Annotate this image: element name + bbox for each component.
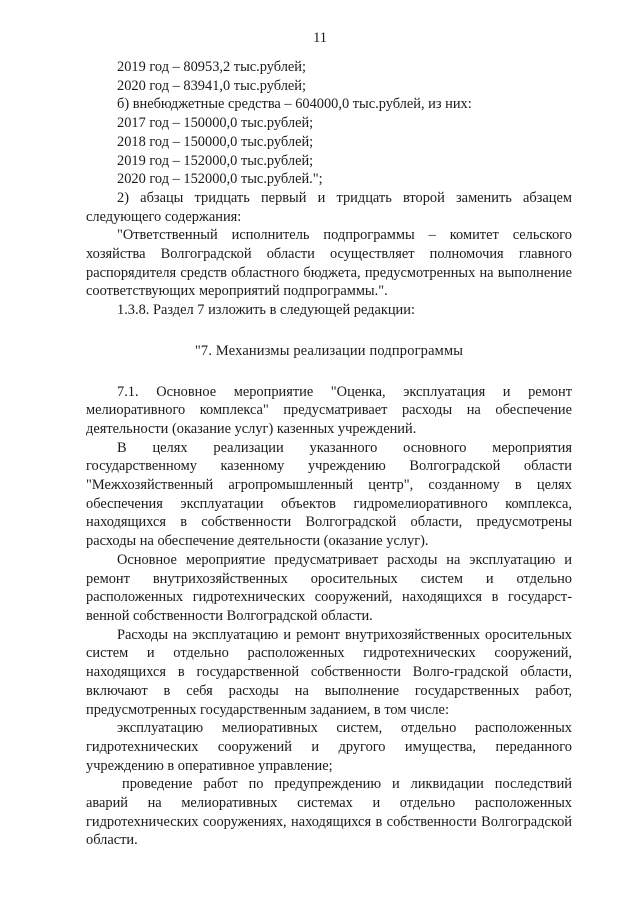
quoted-paragraph: "Ответственный исполнитель подпрограммы – комитет сельского хозяйства Волгоградской области осуществляет полномочия главного распорядителя средств областного бюджета, предусмотренных на выполнение соответствующих мероприятий подпрограммы.".	[86, 227, 572, 300]
paragraph-7-1: 7.1. Основное мероприятие "Оценка, эксплуатация и ремонт мелиоративного комплекса" предусматривает расходы на обеспечение деятельности (оказание услуг) казенных учреждений.	[86, 383, 572, 437]
list-item-exploitation: эксплуатацию мелиоративных систем, отдельно расположенных гидротехнических сооружений и другого имущества, переданного учреждению в оперативное управление;	[86, 720, 572, 774]
funding-line-2019: 2019 год – 80953,2 тыс.рублей;	[117, 59, 306, 75]
extrabudget-line: б) внебюджетные средства – 604000,0 тыс.рублей, из них:	[117, 96, 472, 113]
extrabudget-line-2020: 2020 год – 152000,0 тыс.рублей.";	[117, 171, 323, 188]
paragraph-goal: В целях реализации указанного основного мероприятия государственному казенному учреждению Волгоградской области "Межхозяйственный агропромышленный центр", созданному в целях обеспечения эксплуатации объектов гидромелиоративного комплекса, находящихся в собственности Волгоградской области, предусмотрены расходы на обеспечение деятельности (оказание услуг).	[86, 439, 572, 550]
list-item-emergency-works: проведение работ по предупреждению и ликвидации последствий аварий на мелиоративных системах и отдельно расположенных гидротехнических сооружениях, находящихся в собственности Волгоградской области.	[86, 776, 572, 849]
section-intro: 1.3.8. Раздел 7 изложить в следующей редакции:	[117, 302, 415, 319]
page-number: 11	[313, 30, 327, 46]
paragraph-main-activity: Основное мероприятие предусматривает расходы на эксплуатацию и ремонт внутрихозяйственных оросительных систем и отдельно расположенных гидротехнических сооружений, находящихся в государст-венной собственности Волгоградской области.	[86, 551, 572, 624]
paragraph-costs: Расходы на эксплуатацию и ремонт внутрихозяйственных оросительных систем и отдельно расположенных гидротехнических сооружений, находящихся в государственной собственности Волго-градской области, включают в себя расходы на выполнение государственных работ, предусмотренных государственным заданием, в том числе:	[86, 626, 572, 718]
extrabudget-line-2017: 2017 год – 150000,0 тыс.рублей;	[117, 115, 314, 132]
extrabudget-line-2019: 2019 год – 152000,0 тыс.рублей;	[117, 152, 314, 169]
extrabudget-line-2018: 2018 год – 150000,0 тыс.рублей;	[117, 133, 314, 150]
funding-line-2020: 2020 год – 83941,0 тыс.рублей;	[117, 77, 306, 94]
paragraph-replace-instruction: 2) абзацы тридцать первый и тридцать второй заменить абзацем следующего содержания:	[86, 189, 572, 225]
document-body	[86, 58, 572, 850]
section-heading: "7. Механизмы реализации подпрограммы	[194, 342, 464, 359]
